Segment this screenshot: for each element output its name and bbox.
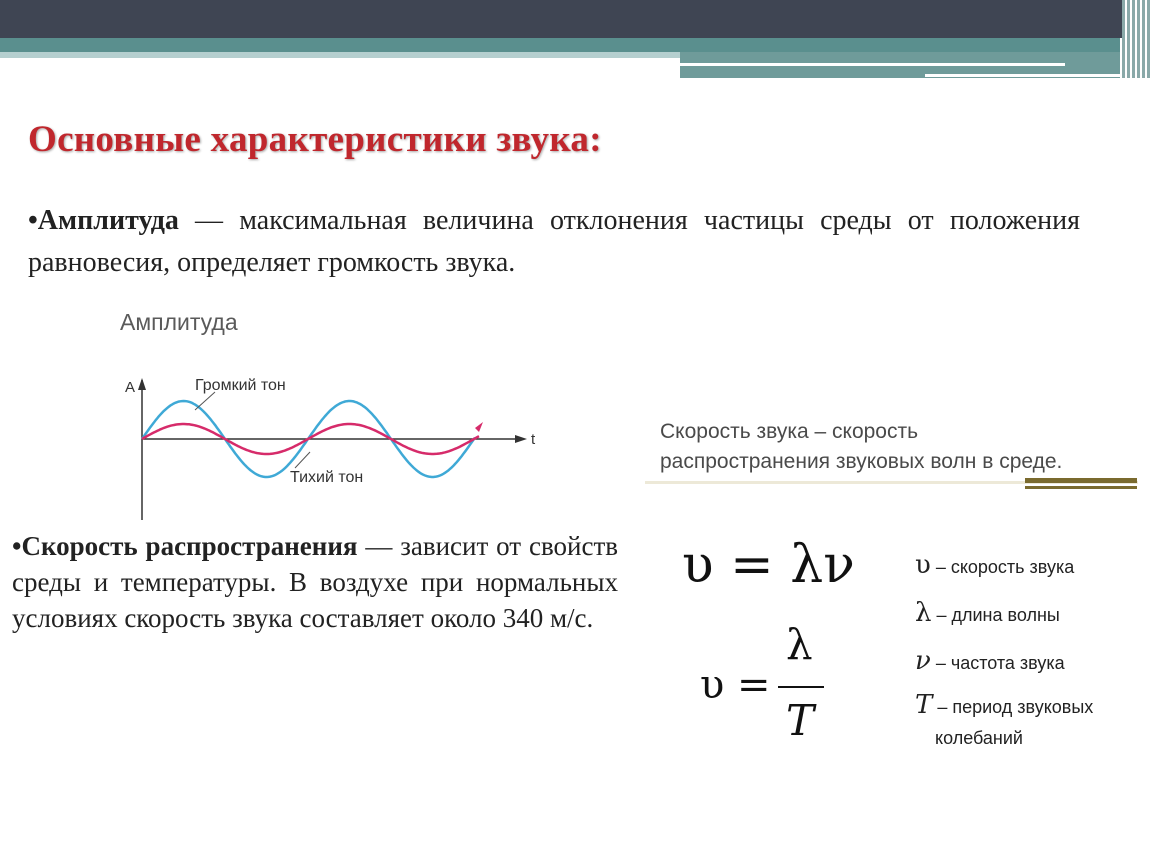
legend-item-wavelength [915, 598, 1060, 628]
header-light-bar [0, 52, 680, 58]
legend-text: – длина волны [931, 605, 1060, 625]
header-accent-bar [0, 38, 1120, 52]
speed-description: — зависит от свойств среды и температуры. В воздухе при нормальных условиях скорость звука составляет около 340 м/с. [12, 531, 618, 633]
speed-definition-line: Скорость звука – скорость [660, 420, 919, 443]
quiet-tone-label: Тихий тон [290, 469, 364, 486]
speed-term: •Скорость распространения [12, 531, 358, 561]
formula-speed-wavelength-frequency: υ = λν [682, 535, 855, 595]
legend-text: – скорость звука [930, 557, 1075, 577]
header-divider-line [925, 74, 1120, 77]
legend-item-period-continued: колебаний [935, 728, 1023, 748]
slide-title: Основные характеристики звука: [28, 119, 602, 160]
amplitude-wave-diagram [105, 340, 545, 530]
legend-symbol: υ [915, 550, 931, 580]
speed-definition-line: распространения звуковых волн в среде. [660, 450, 1063, 473]
loud-tone-pointer [195, 392, 215, 410]
divider-accent [1025, 486, 1137, 489]
legend-symbol: λ [915, 598, 932, 628]
legend-item-speed [915, 550, 1074, 580]
speed-paragraph [12, 528, 618, 636]
legend-text: – период звуковых [932, 697, 1094, 717]
amplitude-figure-label: Амплитуда [120, 309, 238, 335]
legend-symbol: T [915, 690, 933, 720]
legend-item-frequency [915, 646, 1065, 676]
y-axis-arrow [138, 378, 146, 390]
fraction-bar [778, 686, 824, 688]
header-divider-line [680, 63, 1065, 66]
amplitude-definition: — максимальная величина отклонения частицы среды от положения равновесия, определяет громкость звука. [28, 205, 1080, 278]
x-axis-arrow [515, 435, 527, 443]
formula-denominator: T [786, 696, 815, 745]
amplitude-term: •Амплитуда [28, 205, 179, 236]
formula-numerator: λ [786, 620, 813, 669]
formula-speed-lhs: υ = [700, 662, 771, 708]
amplitude-paragraph [28, 200, 1080, 284]
header-bar [0, 0, 1150, 38]
legend-symbol: ν [915, 646, 931, 676]
header-stripes [1122, 0, 1150, 78]
y-axis-label: A [125, 379, 136, 396]
divider-accent [1025, 478, 1137, 483]
x-axis-label: t [531, 431, 536, 448]
legend-text: – частота звука [930, 653, 1065, 673]
loud-tone-label: Громкий тон [195, 377, 286, 394]
legend-item-period [915, 690, 1093, 720]
speed-definition [660, 417, 1062, 477]
quiet-wave-arrow [475, 422, 483, 432]
